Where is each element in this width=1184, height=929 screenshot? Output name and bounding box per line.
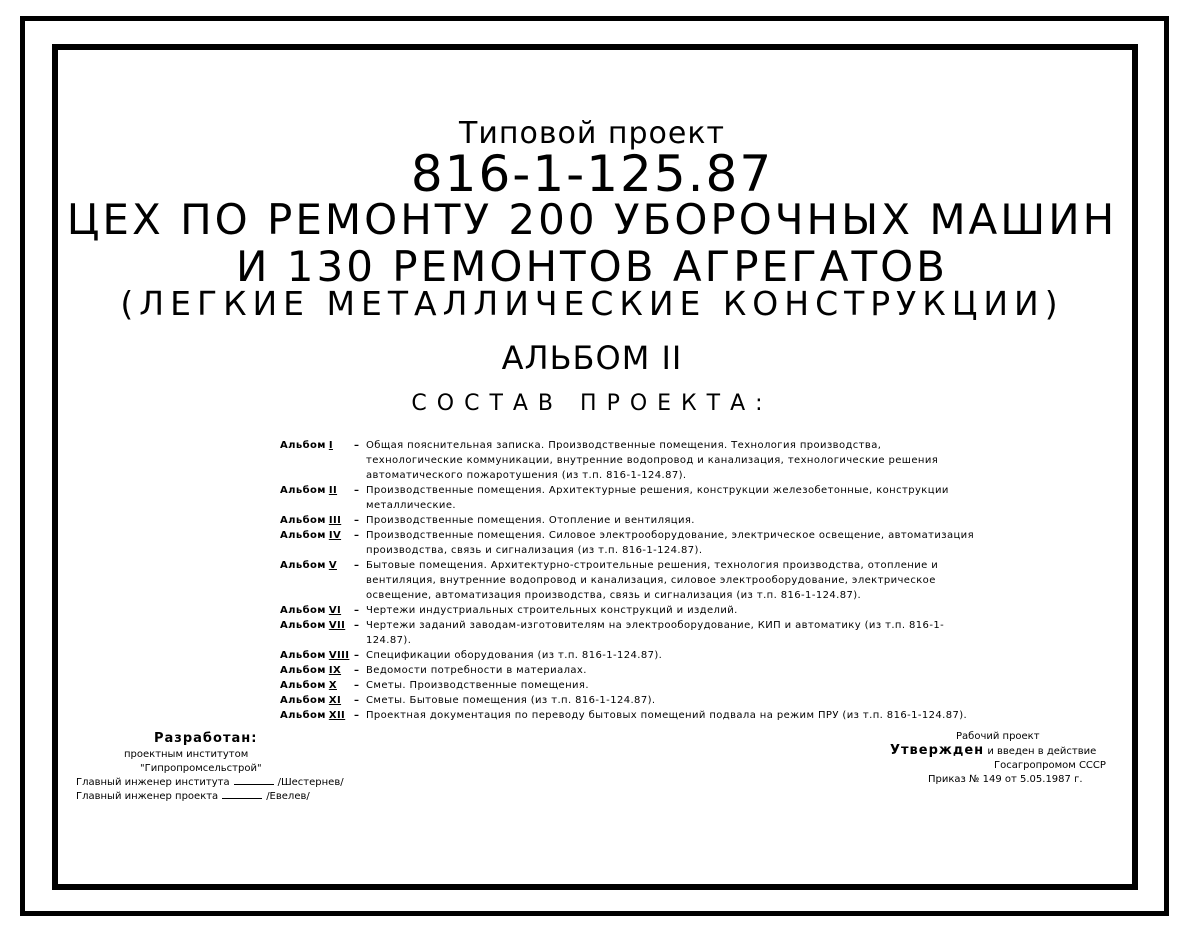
album-label: Альбом [280,680,326,691]
album-number: XII [328,710,346,721]
album-label: Альбом [280,485,326,496]
approval-line-1: Рабочий проект [956,731,1040,742]
approval-block [890,730,1120,787]
contents-heading: СОСТАВ ПРОЕКТА: [411,391,773,416]
album-description: Сметы. Производственные помещения. [366,680,589,691]
list-item: Альбом II – Производственные помещения. Архитектурные решения, конструкции железобетонные, конструкции металлические. [280,483,980,513]
album-number: VIII [328,650,350,661]
album-description: Чертежи заданий заводам-изготовителям на электрооборудование, КИП и автоматику (из т.п. 816-1-124.87). [366,620,945,646]
chief-project-label: Главный инженер проекта [76,791,219,802]
album-label: Альбом [280,515,326,526]
chief-project-name: /Евелев/ [266,791,310,802]
list-item: Альбом IV – Производственные помещения. Силовое электрооборудование, электрическое освещение, автоматизация производства, связь и сигнализация (из т.п. 816-1-124.87). [280,528,980,558]
list-item: Альбом XII – Проектная документация по переводу бытовых помещений подвала на режим ПРУ (из т.п. 816-1-124.87). [280,708,980,723]
album-label: Альбом [280,665,326,676]
list-item: Альбом VIII – Спецификации оборудования (из т.п. 816-1-124.87). [280,648,980,663]
album-number: III [328,515,342,526]
album-number: II [328,485,338,496]
list-item: Альбом IX – Ведомости потребности в материалах. [280,663,980,678]
chief-institute-row [76,776,376,790]
approval-rest: и введен в действие [987,746,1097,757]
approval-line-2 [890,744,1120,759]
album-label: Альбом [280,620,326,631]
album-description: Чертежи индустриальных строительных конструкций и изделий. [366,605,738,616]
list-item: Альбом III – Производственные помещения. Отопление и вентиляция. [280,513,980,528]
album-number: V [328,560,337,571]
chief-institute-label: Главный инженер института [76,777,230,788]
list-item: Альбом VI – Чертежи индустриальных строительных конструкций и изделий. [280,603,980,618]
title-line-2: И 130 РЕМОНТОВ АГРЕГАТОВ [236,242,948,291]
signature-line [222,798,262,799]
album-description: Бытовые помещения. Архитектурно-строительные решения, технология производства, отопление и вентиляция, внутренние водопровод и канализация, силовое электрооборудование, электрическое освещение, автоматизация производства, связь и сигнализация (из т.п. 816-1-124.87). [366,560,939,601]
album-number: XI [328,695,342,706]
album-number: VI [328,605,342,616]
approval-order: Приказ № 149 от 5.05.1987 г. [928,774,1083,785]
album-number: IV [328,530,342,541]
title-line-3: (ЛЕГКИЕ МЕТАЛЛИЧЕСКИЕ КОНСТРУКЦИИ) [120,284,1064,323]
approval-line-3: Госагропромом СССР [994,760,1106,771]
album-label: Альбом [280,605,326,616]
album-description: Производственные помещения. Архитектурные решения, конструкции железобетонные, конструкции металлические. [366,485,949,511]
contents-list [280,438,980,723]
album-description: Спецификации оборудования (из т.п. 816-1-124.87). [366,650,663,661]
album-title: АЛЬБОМ II [501,339,683,377]
album-label: Альбом [280,710,326,721]
album-description: Проектная документация по переводу бытовых помещений подвала на режим ПРУ (из т.п. 816-1-124.87). [366,710,968,721]
list-item: Альбом X – Сметы. Производственные помещения. [280,678,980,693]
album-label: Альбом [280,695,326,706]
album-label: Альбом [280,560,326,571]
developer-line-1: проектным институтом [124,749,249,760]
list-item: Альбом V – Бытовые помещения. Архитектурно-строительные решения, технология производства, отопление и вентиляция, внутренние водопровод и канализация, силовое электрооборудование, электрическое освещение, автоматизация производства, связь и сигнализация (из т.п. 816-1-124.87). [280,558,980,603]
doc-type: Типовой проект [459,116,725,151]
list-item: Альбом VII – Чертежи заданий заводам-изготовителям на электрооборудование, КИП и автоматику (из т.п. 816-1-124.87). [280,618,980,648]
album-description: Производственные помещения. Отопление и вентиляция. [366,515,695,526]
developer-heading: Разработан: [154,731,258,746]
chief-institute-name: /Шестернев/ [277,777,344,788]
signature-line [234,784,274,785]
approved-label: Утвержден [890,743,985,758]
album-description: Общая пояснительная записка. Производственные помещения. Технология производства, технологические коммуникации, внутренние водопровод и канализация, технологические решения автоматического пожаротушения (из т.п. 816-1-124.87). [366,440,939,481]
institute-name: "Гипропромсельстрой" [140,763,262,774]
album-description: Производственные помещения. Силовое электрооборудование, электрическое освещение, автоматизация производства, связь и сигнализация (из т.п. 816-1-124.87). [366,530,974,556]
album-label: Альбом [280,650,326,661]
album-label: Альбом [280,530,326,541]
album-description: Ведомости потребности в материалах. [366,665,587,676]
album-number: VII [328,620,346,631]
list-item: Альбом XI – Сметы. Бытовые помещения (из т.п. 816-1-124.87). [280,693,980,708]
album-description: Сметы. Бытовые помещения (из т.п. 816-1-124.87). [366,695,656,706]
album-number: IX [328,665,342,676]
title-line-1: ЦЕХ ПО РЕМОНТУ 200 УБОРОЧНЫХ МАШИН [66,195,1118,244]
album-number: I [328,440,333,451]
album-number: X [328,680,337,691]
list-item: Альбом I – Общая пояснительная записка. Производственные помещения. Технология производства, технологические коммуникации, внутренние водопровод и канализация, технологические решения автоматического пожаротушения (из т.п. 816-1-124.87). [280,438,980,483]
project-number: 816-1-125.87 [410,145,774,203]
chief-project-row [76,790,376,804]
developer-block [76,730,376,804]
album-label: Альбом [280,440,326,451]
